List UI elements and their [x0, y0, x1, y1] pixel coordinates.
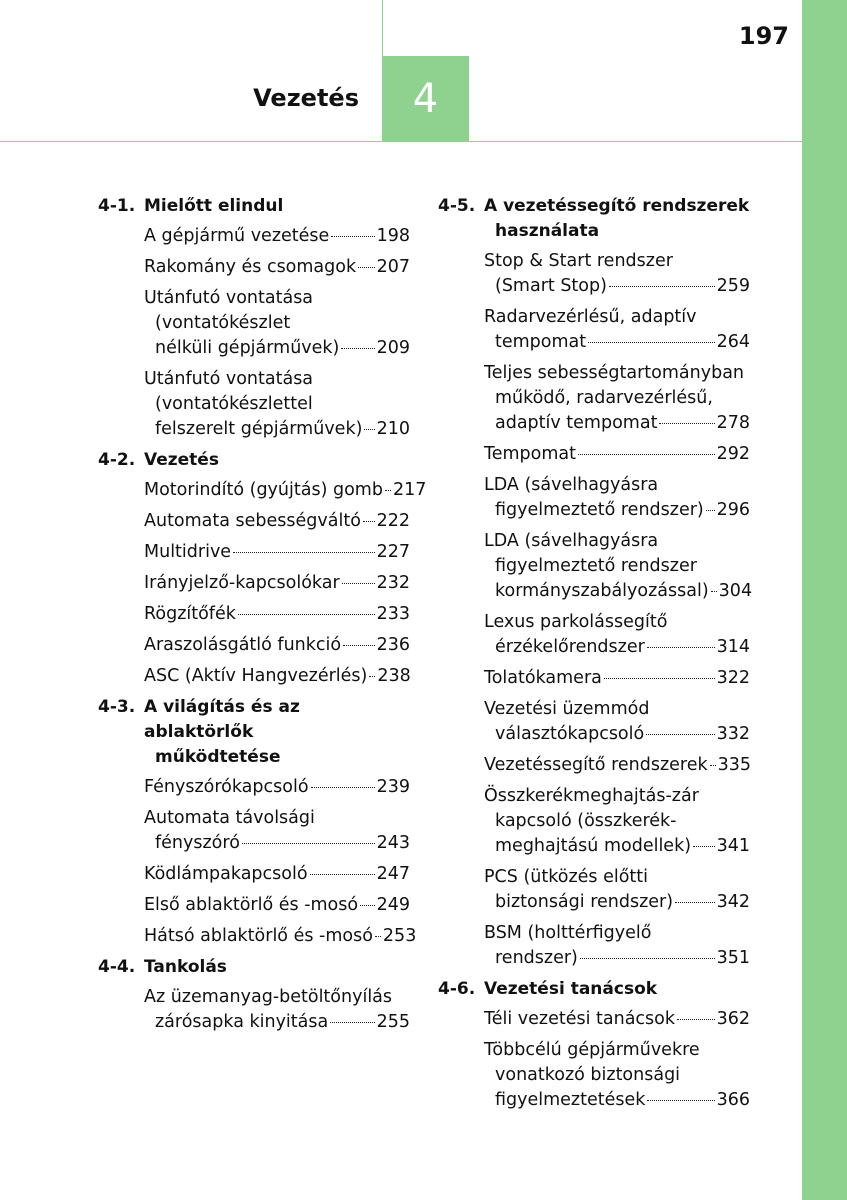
toc-entry-last-line: [484, 946, 750, 971]
leader-dots: [711, 591, 717, 592]
section-title: [144, 955, 410, 980]
toc-entry-page: 239: [376, 777, 410, 797]
section-number: 4-1.: [98, 196, 136, 216]
toc-entry-page: 278: [716, 413, 750, 433]
toc-entry-text: biztonsági rendszer): [495, 892, 674, 912]
toc-entry-text: figyelmeztetések: [495, 1090, 646, 1110]
toc-entry-text: Tempomat: [484, 444, 576, 464]
leader-dots: [363, 521, 375, 522]
toc-entry-page: 342: [716, 892, 750, 912]
toc-entry-page: 255: [376, 1012, 410, 1032]
toc-entry[interactable]: [144, 478, 427, 503]
toc-entry-page: 253: [382, 926, 417, 946]
toc-entry-last-line: [144, 633, 410, 658]
toc-entry-last-line: [144, 893, 410, 918]
leader-dots: [646, 734, 714, 735]
toc-entry[interactable]: [484, 784, 750, 859]
section-number: 4-5.: [438, 196, 476, 216]
toc-left-column: [98, 194, 427, 1041]
toc-entry-page: 243: [376, 833, 410, 853]
toc-entry[interactable]: [484, 361, 750, 436]
toc-entry-page: 304: [718, 581, 753, 601]
toc-entry[interactable]: [144, 924, 417, 949]
toc-entry-text: Rakomány és csomagok: [144, 257, 357, 277]
leader-dots: [675, 902, 715, 903]
toc-entry-text: Araszolásgátló funkció: [144, 635, 342, 655]
toc-entry-last-line: [144, 1010, 410, 1035]
leader-dots: [609, 286, 715, 287]
toc-entry-page: 210: [376, 419, 410, 439]
toc-entry-text: figyelmeztető rendszer: [495, 556, 697, 576]
toc-entry[interactable]: [144, 509, 410, 534]
section-number: 4-3.: [98, 697, 136, 717]
toc-entry-text: LDA (sávelhagyásra: [484, 475, 659, 495]
toc-entry[interactable]: [144, 664, 410, 689]
toc-entry-text: Rögzítőfék: [144, 604, 236, 624]
section-title-line: Tankolás: [144, 957, 227, 977]
toc-entry-page: 259: [716, 276, 750, 296]
toc-entry[interactable]: [144, 540, 410, 565]
toc-entry-page: 222: [376, 511, 410, 531]
toc-entry-text: Téli vezetési tanácsok: [484, 1009, 675, 1029]
toc-entry-text: Az üzemanyag-betöltőnyílás: [144, 987, 393, 1007]
section-title-line: Vezetés: [144, 450, 219, 470]
header-vertical-rule: [382, 0, 383, 56]
toc-entry-text: kormányszabályozással): [495, 581, 709, 601]
toc-entry[interactable]: [484, 666, 750, 691]
toc-entry-last-line: [484, 834, 750, 859]
toc-entry[interactable]: [484, 442, 750, 467]
leader-dots: [706, 510, 715, 511]
toc-entry-text: érzékelőrendszer: [495, 637, 645, 657]
leader-dots: [360, 905, 375, 906]
toc-entry-text: vonatkozó biztonsági: [495, 1065, 681, 1085]
section-title: [144, 448, 410, 473]
toc-entry-text: Tolatókamera: [484, 668, 602, 688]
toc-entry-page: 217: [392, 480, 427, 500]
section-title-line: működtetése: [155, 747, 281, 767]
leader-dots: [310, 874, 375, 875]
leader-dots: [677, 1019, 715, 1020]
toc-entry-page: 314: [716, 637, 750, 657]
chapter-side-tab: [802, 0, 847, 1200]
section-title-line: A világítás és az ablaktörlők: [144, 697, 300, 742]
toc-entry-page: 296: [716, 500, 750, 520]
toc-entry-last-line: [144, 336, 410, 361]
toc-entry-text: BSM (holttérfigyelő: [484, 923, 652, 943]
leader-dots: [242, 843, 375, 844]
toc-entry-last-line: [484, 442, 750, 467]
leader-dots: [693, 846, 715, 847]
toc-entry[interactable]: [484, 865, 750, 915]
toc-entry-text: nélküli gépjárművek): [155, 338, 340, 358]
section-title: [484, 977, 750, 1002]
page-number: 197: [738, 22, 789, 50]
toc-entry-text: Első ablaktörlő és -mosó: [144, 895, 359, 915]
toc-entry-text: kapcsoló (összkerék-: [495, 811, 677, 831]
toc-entry-last-line: [144, 417, 410, 442]
toc-entry-last-line: [484, 411, 750, 436]
toc-entry-text: (vontatókészlet: [155, 313, 291, 333]
toc-section-heading: [98, 695, 410, 770]
toc-entry[interactable]: [484, 610, 750, 660]
toc-entry-text: Automata sebességváltó: [144, 511, 361, 531]
leader-dots: [580, 958, 715, 959]
toc-entry[interactable]: [144, 806, 410, 856]
section-title: [484, 194, 750, 244]
leader-dots: [578, 454, 715, 455]
toc-entry-page: 207: [376, 257, 410, 277]
leader-dots: [647, 647, 715, 648]
toc-entry-text: Utánfutó vontatása: [144, 288, 314, 308]
section-title: [144, 695, 410, 770]
toc-entry-last-line: [484, 635, 750, 660]
toc-section-heading: [98, 955, 410, 980]
leader-dots: [358, 267, 374, 268]
toc-entry-page: 292: [716, 444, 750, 464]
toc-entry[interactable]: [484, 1007, 750, 1032]
toc-entry-page: 332: [716, 724, 750, 744]
toc-entry[interactable]: [144, 893, 410, 918]
toc-section-heading: [438, 977, 750, 1002]
toc-entry-text: Multidrive: [144, 542, 232, 562]
toc-entry-text: felszerelt gépjárművek): [155, 419, 363, 439]
toc-entry-page: 232: [376, 573, 410, 593]
toc-entry[interactable]: [484, 921, 750, 971]
toc-entry-last-line: [484, 579, 753, 604]
toc-entry-text: Lexus parkolássegítő: [484, 612, 668, 632]
toc-entry-last-line: [484, 498, 750, 523]
toc-entry-text: ASC (Aktív Hangvezérlés): [144, 666, 368, 686]
toc-entry[interactable]: [484, 473, 750, 523]
toc-entry-text: Összkerékmeghajtás-zár: [484, 786, 699, 806]
leader-dots: [331, 236, 374, 237]
toc-entry-text: Ködlámpakapcsoló: [144, 864, 308, 884]
toc-entry-text: meghajtású modellek): [495, 836, 692, 856]
toc-entry-page: 322: [716, 668, 750, 688]
toc-entry[interactable]: [144, 862, 410, 887]
toc-entry-text: választókapcsoló: [495, 724, 645, 744]
leader-dots: [647, 1100, 714, 1101]
toc-right-column: [438, 194, 753, 1119]
toc-entry-page: 209: [376, 338, 410, 358]
toc-entry[interactable]: [144, 224, 410, 249]
toc-entry-last-line: [144, 664, 410, 689]
toc-entry[interactable]: [144, 602, 410, 627]
toc-entry-page: 233: [376, 604, 410, 624]
toc-entry[interactable]: [144, 985, 410, 1035]
toc-entry-text: Automata távolsági: [144, 808, 315, 828]
toc-entry-last-line: [144, 224, 410, 249]
leader-dots: [330, 1022, 374, 1023]
toc-entry-text: Többcélú gépjárművekre: [484, 1040, 700, 1060]
toc-entry-text: Radarvezérlésű, adaptív: [484, 307, 697, 327]
toc-entry-text: Irányjelző-kapcsolókar: [144, 573, 340, 593]
toc-entry[interactable]: [484, 753, 750, 778]
toc-entry[interactable]: [484, 1038, 750, 1113]
toc-entry[interactable]: [484, 249, 750, 299]
toc-entry-last-line: [144, 255, 410, 280]
section-number: 4-2.: [98, 450, 136, 470]
toc-entry-text: Vezetési üzemmód: [484, 699, 650, 719]
toc-entry-last-line: [144, 571, 410, 596]
toc-entry-page: 198: [376, 226, 410, 246]
leader-dots: [375, 936, 381, 937]
toc-entry-page: 264: [716, 332, 750, 352]
leader-dots: [659, 423, 714, 424]
toc-entry-last-line: [144, 775, 410, 800]
toc-entry-text: (vontatókészlettel: [155, 394, 313, 414]
toc-entry-text: Stop & Start rendszer: [484, 251, 673, 271]
toc-entry[interactable]: [144, 633, 410, 658]
section-number: 4-4.: [98, 957, 136, 977]
toc-entry-text: fényszóró: [155, 833, 240, 853]
toc-entry-last-line: [144, 924, 417, 949]
toc-entry-last-line: [144, 478, 427, 503]
toc-entry[interactable]: [484, 529, 753, 604]
toc-entry-last-line: [484, 722, 750, 747]
toc-entry-page: 238: [377, 666, 411, 686]
toc-entry[interactable]: [144, 286, 410, 361]
toc-entry-page: 249: [376, 895, 410, 915]
toc-entry-last-line: [144, 831, 410, 856]
toc-section-heading: [98, 194, 410, 219]
section-number: 4-6.: [438, 979, 476, 999]
toc-entry-last-line: [484, 1007, 750, 1032]
toc-entry-last-line: [144, 509, 410, 534]
section-title-line: Mielőtt elindul: [144, 196, 284, 216]
section-title-line: A vezetéssegítő rendszerek: [484, 196, 750, 216]
leader-dots: [233, 552, 375, 553]
toc-entry[interactable]: [144, 255, 410, 280]
leader-dots: [341, 348, 374, 349]
leader-dots: [311, 787, 375, 788]
toc-section-heading: [438, 194, 750, 244]
toc-entry-text: Teljes sebességtartományban: [484, 363, 745, 383]
toc-section-heading: [98, 448, 410, 473]
section-title: [144, 194, 410, 219]
toc-entry-page: 236: [376, 635, 410, 655]
toc-entry-last-line: [484, 330, 750, 355]
toc-entry-last-line: [144, 540, 410, 565]
toc-entry-page: 366: [716, 1090, 750, 1110]
leader-dots: [385, 490, 391, 491]
toc-entry-text: figyelmeztető rendszer): [495, 500, 704, 520]
toc-entry-text: adaptív tempomat: [495, 413, 658, 433]
leader-dots: [343, 645, 374, 646]
toc-entry-text: A gépjármű vezetése: [144, 226, 330, 246]
toc-entry-page: 247: [376, 864, 410, 884]
toc-entry-last-line: [484, 666, 750, 691]
toc-entry-page: 351: [716, 948, 750, 968]
section-title-line: Vezetési tanácsok: [484, 979, 658, 999]
toc-entry-text: rendszer): [495, 948, 578, 968]
toc-entry-text: zárósapka kinyitása: [155, 1012, 329, 1032]
toc-entry[interactable]: [144, 367, 410, 442]
toc-entry-text: (Smart Stop): [495, 276, 607, 296]
leader-dots: [364, 429, 374, 430]
toc-entry-text: Fényszórókapcsoló: [144, 777, 309, 797]
toc-entry[interactable]: [144, 571, 410, 596]
leader-dots: [238, 614, 375, 615]
toc-entry[interactable]: [484, 697, 750, 747]
leader-dots: [710, 765, 716, 766]
toc-entry-text: LDA (sávelhagyásra: [484, 531, 659, 551]
toc-entry-last-line: [484, 890, 750, 915]
toc-entry-text: működő, radarvezérlésű,: [495, 388, 713, 408]
toc-entry-page: 227: [376, 542, 410, 562]
leader-dots: [588, 342, 714, 343]
leader-dots: [342, 583, 375, 584]
toc-entry-last-line: [484, 1088, 750, 1113]
toc-entry-last-line: [484, 274, 750, 299]
chapter-number-box: [382, 56, 469, 142]
toc-entry-page: 362: [716, 1009, 750, 1029]
leader-dots: [604, 678, 715, 679]
toc-entry[interactable]: [144, 775, 410, 800]
leader-dots: [369, 676, 375, 677]
chapter-number: 4: [412, 76, 439, 122]
toc-entry-last-line: [144, 602, 410, 627]
toc-entry-text: Motorindító (gyújtás) gomb: [144, 480, 383, 500]
toc-entry-last-line: [144, 862, 410, 887]
toc-entry-text: Hátsó ablaktörlő és -mosó: [144, 926, 373, 946]
toc-entry-page: 341: [716, 836, 750, 856]
toc-entry-last-line: [484, 753, 750, 778]
chapter-title: Vezetés: [253, 84, 359, 112]
toc-entry-text: tempomat: [495, 332, 587, 352]
toc-entry-text: Vezetéssegítő rendszerek: [484, 755, 708, 775]
toc-entry-page: 335: [717, 755, 752, 775]
toc-entry-text: PCS (ütközés előtti: [484, 867, 648, 887]
toc-entry-text: Utánfutó vontatása: [144, 369, 314, 389]
section-title-line: használata: [495, 221, 600, 241]
toc-entry[interactable]: [484, 305, 750, 355]
